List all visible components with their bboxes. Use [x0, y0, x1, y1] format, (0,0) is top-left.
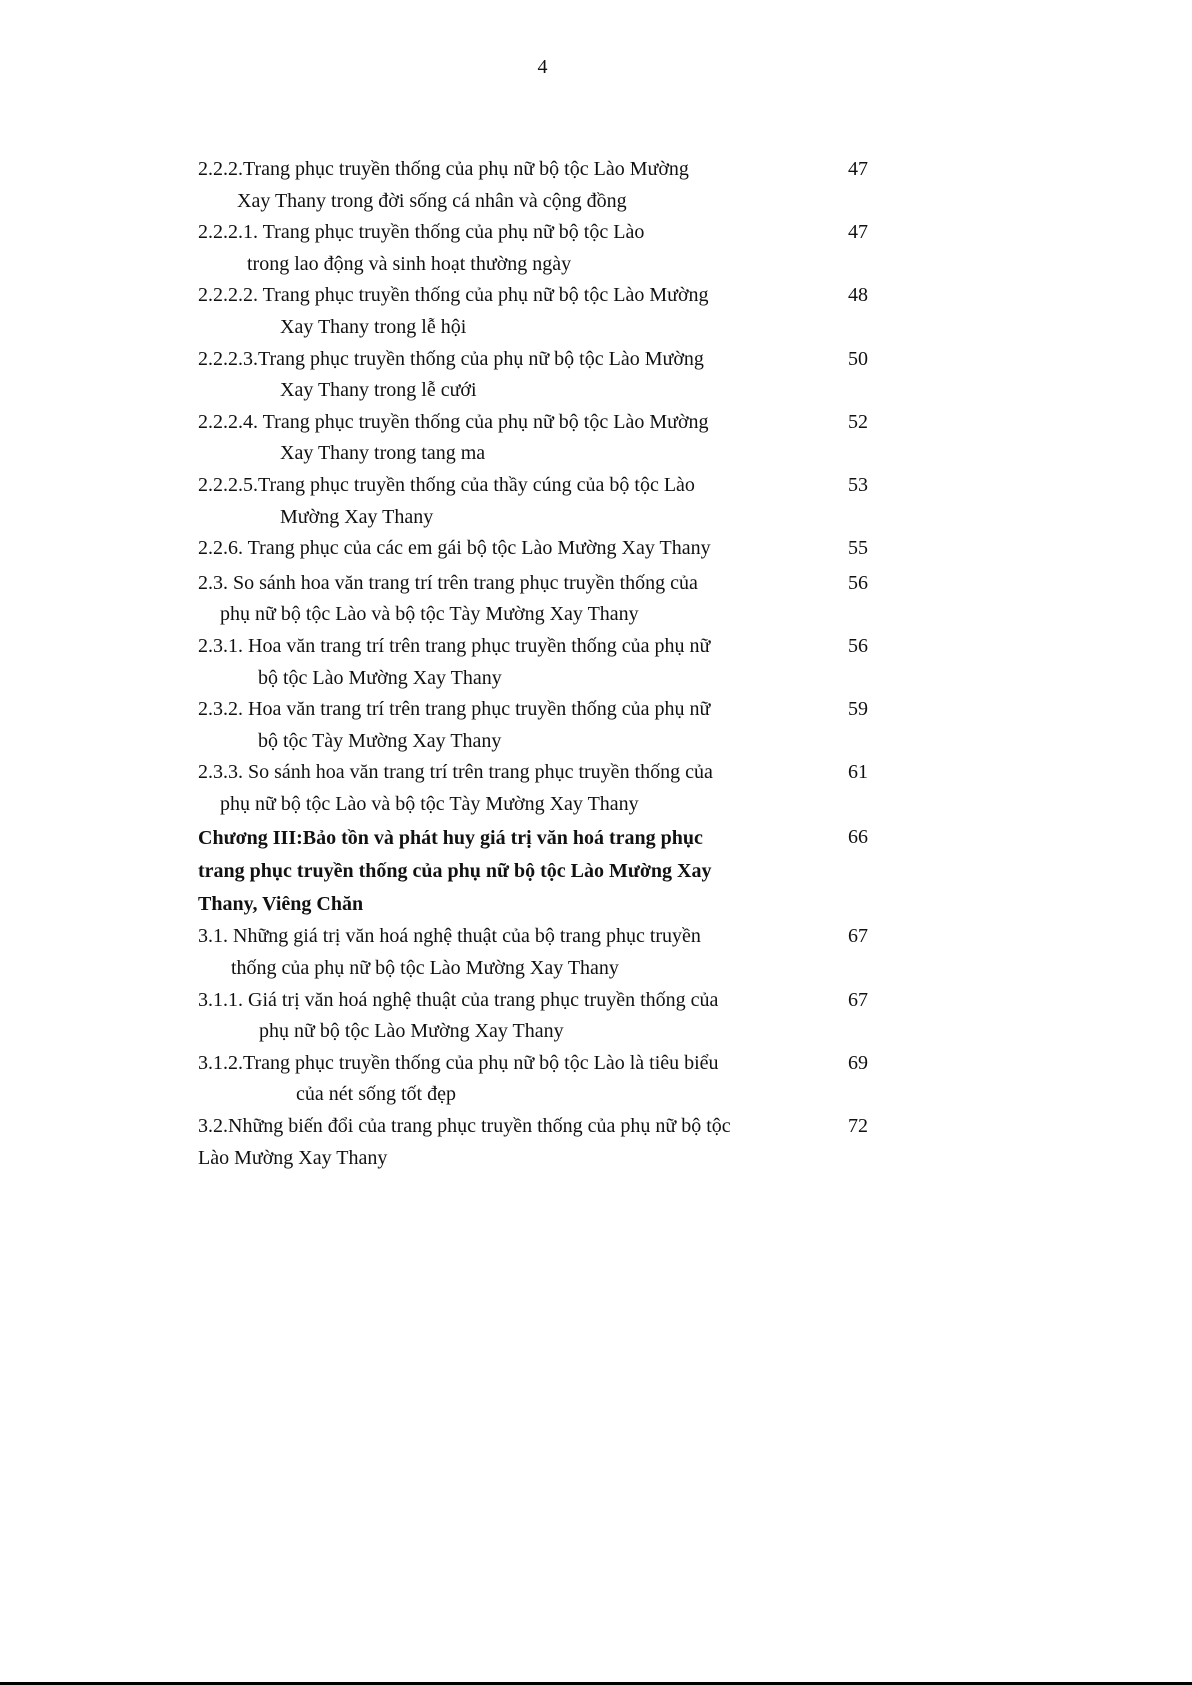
toc-page-number: 56 — [848, 571, 868, 594]
toc-entry-title: 2.2.2.4. Trang phục truyền thống của phụ nữ bộ tộc Lào Mường — [198, 410, 709, 433]
toc-entry-title: 2.2.2.1. Trang phục truyền thống của phụ nữ bộ tộc Lào — [198, 221, 645, 244]
toc-page-number: 66 — [848, 826, 868, 849]
toc-entry-title-continued: Xay Thany trong lễ cưới — [280, 379, 477, 402]
toc-entry-title-continued: Xay Thany trong lễ hội — [280, 315, 467, 338]
toc-page-number: 52 — [848, 410, 868, 433]
toc-page-number: 48 — [848, 284, 868, 307]
toc-entry-title: 2.2.6. Trang phục của các em gái bộ tộc Lào Mường Xay Thany — [198, 537, 711, 560]
table-of-contents — [198, 154, 878, 1174]
toc-entry-title: 3.2.Những biến đổi của trang phục truyền thống của phụ nữ bộ tộc — [198, 1115, 731, 1138]
toc-entry — [198, 921, 878, 984]
toc-entry — [198, 533, 878, 565]
toc-page-number: 61 — [848, 761, 868, 784]
toc-page-number: 69 — [848, 1051, 868, 1074]
toc-page-number: 56 — [848, 634, 868, 657]
toc-chapter-entry — [198, 822, 878, 921]
toc-entry-title-continued: phụ nữ bộ tộc Lào và bộ tộc Tày Mường Xay Thany — [220, 603, 639, 626]
toc-entry-title-continued: bộ tộc Lào Mường Xay Thany — [258, 666, 502, 689]
toc-entry-title: 3.1.2.Trang phục truyền thống của phụ nữ bộ tộc Lào là tiêu biểu — [198, 1051, 719, 1074]
toc-page-number: 53 — [848, 473, 868, 496]
toc-chapter-title-continued: Thany, Viêng Chăn — [198, 893, 364, 916]
toc-entry-title-continued: của nét sống tốt đẹp — [296, 1083, 456, 1106]
toc-entry-title: 2.2.2.3.Trang phục truyền thống của phụ nữ bộ tộc Lào Mường — [198, 347, 704, 370]
toc-entry-title: 2.2.2.Trang phục truyền thống của phụ nữ bộ tộc Lào Mường — [198, 158, 689, 180]
toc-entry-title-continued: Xay Thany trong tang ma — [280, 442, 486, 465]
toc-page-number: 67 — [848, 988, 868, 1011]
toc-page-number: 67 — [848, 925, 868, 948]
toc-entry-title: 3.1.1. Giá trị văn hoá nghệ thuật của trang phục truyền thống của — [198, 988, 719, 1011]
toc-entry-title: 2.2.2.2. Trang phục truyền thống của phụ nữ bộ tộc Lào Mường — [198, 284, 709, 307]
toc-page-number: 59 — [848, 698, 868, 721]
toc-entry-title-continued: bộ tộc Tày Mường Xay Thany — [258, 729, 502, 752]
toc-entry — [198, 985, 878, 1048]
toc-entry — [198, 470, 878, 533]
toc-page-number: 72 — [848, 1115, 868, 1138]
toc-entry — [198, 757, 878, 820]
toc-page-number: 47 — [848, 158, 868, 180]
toc-entry-title-continued: trong lao động và sinh hoạt thường ngày — [247, 252, 572, 275]
toc-entry-title: 2.3. So sánh hoa văn trang trí trên trang phục truyền thống của — [198, 571, 698, 594]
toc-entry-title-continued: phụ nữ bộ tộc Lào Mường Xay Thany — [259, 1020, 564, 1043]
toc-page-number: 55 — [848, 537, 868, 560]
toc-entry — [198, 344, 878, 407]
toc-entry-title-continued: Xay Thany trong đời sống cá nhân và cộng đồng — [237, 189, 627, 212]
toc-entry-title: 2.3.3. So sánh hoa văn trang trí trên trang phục truyền thống của — [198, 761, 713, 784]
toc-chapter-title: Chương III:Bảo tồn và phát huy giá trị văn hoá trang phục — [198, 827, 703, 850]
toc-entry — [198, 280, 878, 343]
toc-entry-title: 2.2.2.5.Trang phục truyền thống của thầy cúng của bộ tộc Lào — [198, 473, 695, 496]
page-number: 4 — [537, 56, 548, 78]
toc-entry — [198, 568, 878, 631]
toc-entry — [198, 407, 878, 470]
toc-entry-title-continued: thống của phụ nữ bộ tộc Lào Mường Xay Thany — [231, 957, 619, 980]
toc-entry-title-continued: Mường Xay Thany — [280, 505, 434, 528]
toc-entry-title-continued: phụ nữ bộ tộc Lào và bộ tộc Tày Mường Xay Thany — [220, 792, 639, 815]
toc-entry-title: 3.1. Những giá trị văn hoá nghệ thuật của bộ trang phục truyền — [198, 925, 701, 948]
toc-entry-title: 2.3.1. Hoa văn trang trí trên trang phục truyền thống của phụ nữ — [198, 634, 711, 657]
toc-page-number: 47 — [848, 221, 868, 244]
toc-chapter-title-continued: trang phục truyền thống của phụ nữ bộ tộc Lào Mường Xay — [198, 860, 712, 883]
toc-entry-title-continued: Lào Mường Xay Thany — [198, 1146, 388, 1169]
toc-entry — [198, 1111, 878, 1174]
toc-entry — [198, 631, 878, 694]
toc-page-number: 50 — [848, 347, 868, 370]
toc-entry-title: 2.3.2. Hoa văn trang trí trên trang phục truyền thống của phụ nữ — [198, 698, 711, 721]
toc-entry — [198, 694, 878, 757]
toc-entry — [198, 1048, 878, 1111]
toc-entry — [198, 154, 878, 217]
toc-entry — [198, 217, 878, 280]
